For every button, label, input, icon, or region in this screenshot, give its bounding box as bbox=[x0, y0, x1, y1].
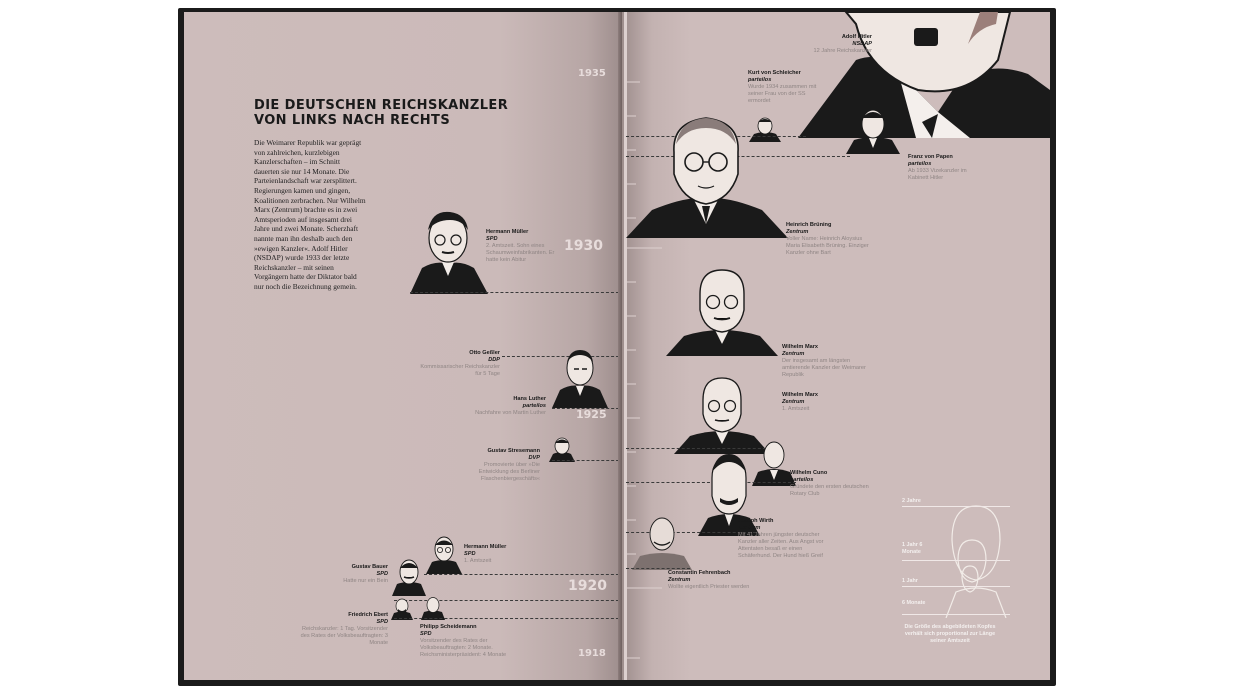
party: Zentrum bbox=[668, 577, 691, 583]
portrait-gustav-stresemann bbox=[548, 436, 576, 462]
note: 2. Amtszeit. Sohn eines Schaumweinfabrikanten. Er hatte kein Abitur bbox=[486, 243, 555, 263]
party: parteilos bbox=[748, 77, 772, 83]
label-friedrich-ebert bbox=[296, 612, 388, 647]
portrait-hans-luther bbox=[550, 346, 610, 408]
party: Zentrum bbox=[738, 525, 761, 531]
name: Wilhelm Marx bbox=[782, 392, 819, 398]
year-1918: 1918 bbox=[578, 648, 606, 659]
label-constantin-fehrenbach bbox=[668, 570, 758, 591]
party: parteilos bbox=[908, 161, 932, 167]
name: Constantin Fehrenbach bbox=[668, 570, 731, 576]
label-wilhelm-cuno bbox=[790, 470, 872, 498]
portrait-wilhelm-marx-2 bbox=[664, 266, 780, 356]
name: Otto Geßler bbox=[469, 350, 500, 356]
year-1925: 1925 bbox=[576, 408, 607, 421]
party: DDP bbox=[488, 357, 500, 363]
label-heinrich-bruening bbox=[786, 222, 876, 257]
timeline-line-fehrenbach bbox=[626, 568, 690, 569]
note: Voller Name: Heinrich Aloysius Maria Elisabeth Brüning. Einziger Kanzler ohne Bart bbox=[786, 236, 869, 256]
title-line-1: DIE DEUTSCHEN REICHSKANZLER bbox=[254, 98, 509, 113]
label-gustav-stresemann bbox=[458, 448, 540, 483]
label-wilhelm-marx-2 bbox=[782, 344, 872, 379]
portrait-hermann-mueller-2 bbox=[406, 206, 490, 294]
note: Hatte nur ein Bein bbox=[343, 578, 388, 584]
portrait-franz-von-papen bbox=[844, 108, 902, 154]
note: Reichskanzler: 1 Tag. Vorsitzender des Rates der Volksbeauftragten: 3 Monate bbox=[300, 626, 388, 646]
legend-line-2 bbox=[902, 560, 1010, 561]
note: Nachfahre von Martin Luther bbox=[475, 410, 546, 416]
note: Der insgesamt am längsten amtierende Kanzler der Weimarer Republik bbox=[782, 358, 866, 378]
portrait-heinrich-bruening bbox=[622, 114, 788, 238]
year-1930: 1930 bbox=[564, 238, 603, 254]
legend-line-1 bbox=[902, 506, 1010, 507]
note: Gründete den ersten deutschen Rotary Club bbox=[790, 484, 869, 497]
label-adolf-hitler bbox=[802, 34, 872, 55]
portrait-constantin-fehrenbach bbox=[630, 514, 694, 570]
legend-line-3 bbox=[902, 586, 1010, 587]
party: Zentrum bbox=[782, 399, 805, 405]
label-joseph-wirth bbox=[738, 518, 824, 560]
note: Wollte eigentlich Priester werden bbox=[668, 584, 750, 590]
title-line-2: VON LINKS NACH RECHTS bbox=[254, 113, 451, 128]
legend-2-jahre: 2 Jahre bbox=[902, 498, 921, 504]
party: SPD bbox=[376, 619, 388, 625]
note: Kommissarischer Reichskanzler für 5 Tage bbox=[420, 364, 500, 377]
name: Wilhelm Marx bbox=[782, 344, 819, 350]
name: Joseph Wirth bbox=[738, 518, 774, 524]
note: Ab 1933 Vizekanzler im Kabinett Hitler bbox=[908, 168, 967, 181]
name: Hans Luther bbox=[513, 396, 546, 402]
left-page bbox=[184, 12, 622, 680]
label-kurt-von-schleicher bbox=[748, 70, 828, 105]
portrait-adolf-hitler bbox=[798, 12, 1050, 138]
portrait-philipp-scheidemann bbox=[420, 594, 446, 620]
label-philipp-scheidemann bbox=[420, 624, 530, 659]
note: 12 Jahre Reichskanzler bbox=[813, 48, 872, 54]
note: Promovierte über »Die Entwicklung des Berliner Flaschenbiergeschäfts« bbox=[478, 462, 540, 482]
name: Adolf Hitler bbox=[841, 34, 872, 40]
party: Zentrum bbox=[782, 351, 805, 357]
name: Heinrich Brüning bbox=[786, 222, 832, 228]
note: Vorsitzender des Rates der Volksbeauftragten: 2 Monate. Reichsministerpräsident: 4 Monate bbox=[420, 638, 507, 658]
party: parteilos bbox=[790, 477, 814, 483]
label-hans-luther bbox=[470, 396, 546, 417]
name: Gustav Stresemann bbox=[487, 448, 540, 454]
legend-caption: Die Größe des abgebildeten Kopfes verhält sich proportional zur Länge seiner Amtszeit bbox=[904, 624, 996, 644]
name: Wilhelm Cuno bbox=[790, 470, 828, 476]
label-wilhelm-marx-1 bbox=[782, 392, 842, 413]
party: SPD bbox=[486, 236, 498, 242]
timeline-ruler bbox=[622, 12, 662, 680]
label-otto-gessler bbox=[420, 350, 500, 378]
timeline-line-mueller1 bbox=[424, 574, 622, 575]
note: 1. Amtszeit bbox=[782, 406, 810, 412]
legend-1-jahr: 1 Jahr bbox=[902, 578, 918, 584]
note: Mit 41 Jahren jüngster deutscher Kanzler aller Zeiten. Aus Angst vor Attentaten besaß er einen Schäferhund. Der Hund hieß Greif bbox=[738, 532, 824, 559]
year-1920: 1920 bbox=[568, 578, 607, 594]
party: NSDAP bbox=[852, 41, 872, 47]
intro-text: Die Weimarer Republik war geprägt von zahlreichen, kurzlebigen Kanzlerschaften – im Schnitt dauerten sie nur 14 Monate. Die Parteienlandschaft war zersplittert. Regierungen kamen und gingen, Koalitionen zerbrachen. Nur Wilhelm Marx (Zentrum) brachte es in zwei Amtsperioden auf insgesamt drei Jahre und zwei Monate. Scherzhaft nannte man ihn deshalb auch den »ewigen Kanzler«. Adolf Hitler (NSDAP) wurde 1933 der letzte Reichskanzler – mit seinen Vorgängern hatte der Diktator bald nur noch die Bezeichnung gemein. bbox=[254, 138, 366, 291]
name: Hermann Müller bbox=[486, 229, 529, 235]
portrait-hermann-mueller-1 bbox=[424, 534, 464, 574]
party: Zentrum bbox=[786, 229, 809, 235]
note: Wurde 1934 zusammen mit seiner Frau von der SS ermordet bbox=[748, 84, 817, 104]
name: Hermann Müller bbox=[464, 544, 507, 550]
timeline-line-ebert bbox=[394, 618, 622, 619]
name: Philipp Scheidemann bbox=[420, 624, 477, 630]
label-gustav-bauer bbox=[314, 564, 388, 585]
timeline-line-stresemann bbox=[552, 460, 622, 461]
portrait-friedrich-ebert bbox=[390, 596, 414, 620]
label-hermann-mueller-2 bbox=[486, 229, 556, 264]
name: Kurt von Schleicher bbox=[748, 70, 801, 76]
name: Franz von Papen bbox=[908, 154, 953, 160]
party: SPD bbox=[420, 631, 432, 637]
legend-line-4 bbox=[902, 614, 1010, 615]
party: DVP bbox=[528, 455, 540, 461]
note: 1. Amtszeit bbox=[464, 558, 492, 564]
label-franz-von-papen bbox=[908, 154, 984, 182]
year-1935-left: 1935 bbox=[578, 68, 606, 79]
label-hermann-mueller-1 bbox=[464, 544, 534, 565]
open-book bbox=[178, 8, 1056, 686]
party: parteilos bbox=[522, 403, 546, 409]
portrait-gustav-bauer bbox=[390, 556, 428, 596]
party: SPD bbox=[464, 551, 476, 557]
right-page bbox=[622, 12, 1050, 680]
legend-6-monate: 6 Monate bbox=[902, 600, 926, 606]
timeline-line-mueller2 bbox=[410, 292, 622, 293]
legend-heads bbox=[928, 500, 1024, 618]
legend-1-jahr-6-monate: 1 Jahr 6 Monate bbox=[902, 542, 923, 555]
name: Gustav Bauer bbox=[351, 564, 388, 570]
name: Friedrich Ebert bbox=[348, 612, 388, 618]
party: SPD bbox=[376, 571, 388, 577]
page-title bbox=[254, 98, 508, 128]
